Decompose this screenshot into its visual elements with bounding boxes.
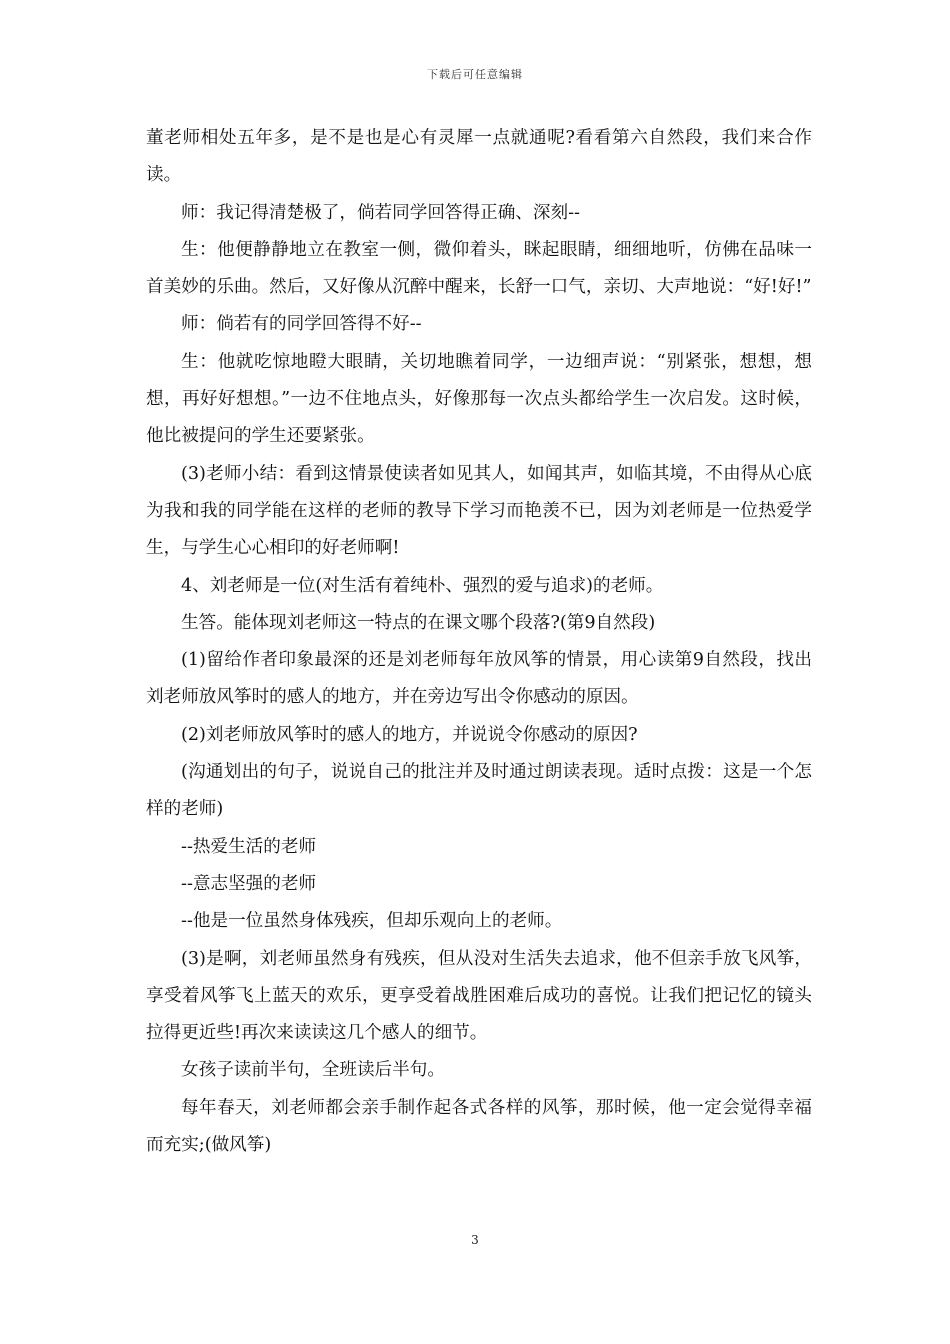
paragraph: 每年春天，刘老师都会亲手制作起各式各样的风筝，那时候，他一定会觉得幸福而充实;(做风筝) [146, 1097, 812, 1156]
paragraph: 董老师相处五年多，是不是也是心有灵犀一点就通呢?看看第六自然段，我们来合作读。 [146, 128, 812, 186]
paragraph: (2)刘老师放风筝时的感人的地方，并说说令你感动的原因? [181, 724, 638, 745]
paragraph: 生答。能体现刘老师这一特点的在课文哪个段落?(第9自然段) [181, 612, 656, 633]
paragraph: (1)留给作者印象最深的还是刘老师每年放风筝的情景，用心读第9自然段，找出刘老师放风筝时的感人的地方，并在旁边写出令你感动的原因。 [146, 650, 812, 708]
paragraph: 女孩子读前半句，全班读后半句。 [181, 1060, 445, 1081]
paragraph: 4、刘老师是一位(对生活有着纯朴、强烈的爱与追求)的老师。 [181, 575, 664, 596]
page-number: 3 [471, 1233, 479, 1247]
paragraph: (沟通划出的句子，说说自己的批注并及时通过朗读表现。适时点拨：这是一个怎样的老师) [146, 762, 812, 820]
paragraph: (3)老师小结：看到这情景使读者如见其人，如闻其声，如临其境，不由得从心底为我和我的同学能在这样的老师的教导下学习而艳羡不已，因为刘老师是一位热爱学生，与学生心心相印的好老师啊! [146, 463, 812, 559]
page-header: 下载后可任意编辑 [427, 68, 523, 81]
paragraph: 师：倘若有的同学回答得不好-- [181, 314, 422, 335]
paragraph: (3)是啊，刘老师虽然身有残疾，但从没对生活失去追求，他不但亲手放飞风筝，享受着风筝飞上蓝天的欢乐，更享受着战胜困难后成功的喜悦。让我们把记忆的镜头拉得更近些!再次来读读这几个感人的细节。 [146, 948, 812, 1044]
paragraph: --意志坚强的老师 [181, 873, 317, 894]
paragraph: 生：他就吃惊地瞪大眼睛，关切地瞧着同学，一边细声说：“别紧张，想想，想想，再好好想想。”一边不住地点头，好像那每一次点头都给学生一次启发。这时候，他比被提问的学生还要紧张。 [146, 351, 812, 447]
paragraph: --他是一位虽然身体残疾，但却乐观向上的老师。 [181, 911, 563, 932]
paragraph: 师：我记得清楚极了，倘若同学回答得正确、深刻-- [181, 202, 580, 223]
document-body [146, 120, 812, 1164]
paragraph: 生：他便静静地立在教室一侧，微仰着头，眯起眼睛，细细地听，仿佛在品味一首美妙的乐曲。然后，又好像从沉醉中醒来，长舒一口气，亲切、大声地说：“好!好!” [146, 239, 812, 298]
paragraph: --热爱生活的老师 [181, 836, 317, 857]
